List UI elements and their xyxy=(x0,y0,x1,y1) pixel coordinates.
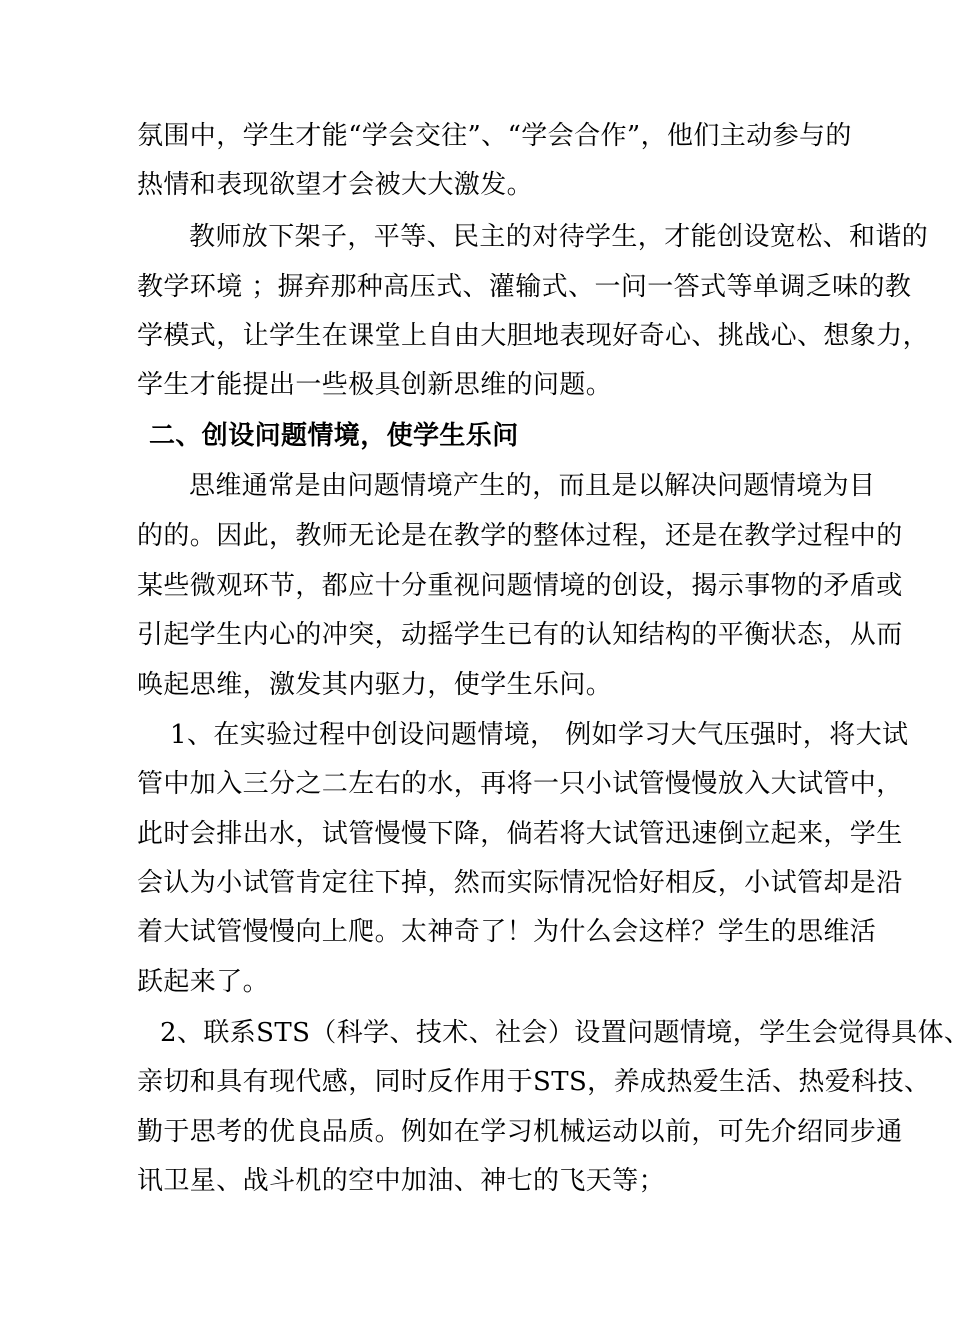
text-line: 学生才能提出一些极具创新思维的问题。 xyxy=(137,370,613,400)
text-line: 亲切和具有现代感，同时反作用于STS，养成热爱生活、热爱科技、 xyxy=(137,1067,931,1097)
text-line: 热情和表现欲望才会被大大激发。 xyxy=(137,170,534,200)
text-line: 会认为小试管肯定往下掉，然而实际情况恰好相反，小试管却是沿 xyxy=(137,868,903,898)
text-line: 着大试管慢慢向上爬。太神奇了！为什么会这样？学生的思维活 xyxy=(137,917,877,947)
text-line: 此时会排出水，试管慢慢下降，倘若将大试管迅速倒立起来，学生 xyxy=(137,819,903,849)
text-line: 讯卫星、战斗机的空中加油、神七的飞天等； xyxy=(137,1166,666,1196)
text-line: 勤于思考的优良品质。例如在学习机械运动以前，可先介绍同步通 xyxy=(137,1117,903,1147)
numbered-item-line: 1、在实验过程中创设问题情境， 例如学习大气压强时，将大试 xyxy=(170,720,909,750)
paragraph-first-line: 思维通常是由问题情境产生的，而且是以解决问题情境为目 xyxy=(189,471,876,501)
text-line: 教学环境 ；摒弃那种高压式、灌输式、一问一答式等单调乏味的教 xyxy=(137,272,912,302)
text-line: 跃起来了。 xyxy=(137,967,270,997)
text-line: 的的。因此，教师无论是在教学的整体过程，还是在教学过程中的 xyxy=(137,521,903,551)
text-line: 某些微观环节，都应十分重视问题情境的创设，揭示事物的矛盾或 xyxy=(137,571,903,601)
text-line: 学模式，让学生在课堂上自由大胆地表现好奇心、挑战心、想象力， xyxy=(137,321,930,351)
numbered-item-line: 2、联系STS（科学、技术、社会）设置问题情境，学生会觉得具体、 xyxy=(160,1018,970,1048)
text-line: 引起学生内心的冲突，动摇学生已有的认知结构的平衡状态，从而 xyxy=(137,620,903,650)
text-line: 唤起思维，激发其内驱力，使学生乐问。 xyxy=(137,670,613,700)
section-heading: 二、创设问题情境，使学生乐问 xyxy=(149,421,519,451)
text-line: 管中加入三分之二左右的水，再将一只小试管慢慢放入大试管中， xyxy=(137,769,903,799)
paragraph-first-line: 教师放下架子，平等、民主的对待学生，才能创设宽松、和谐的 xyxy=(189,222,929,252)
text-line: 氛围中，学生才能“学会交往”、“学会合作”，他们主动参与的 xyxy=(137,121,852,151)
